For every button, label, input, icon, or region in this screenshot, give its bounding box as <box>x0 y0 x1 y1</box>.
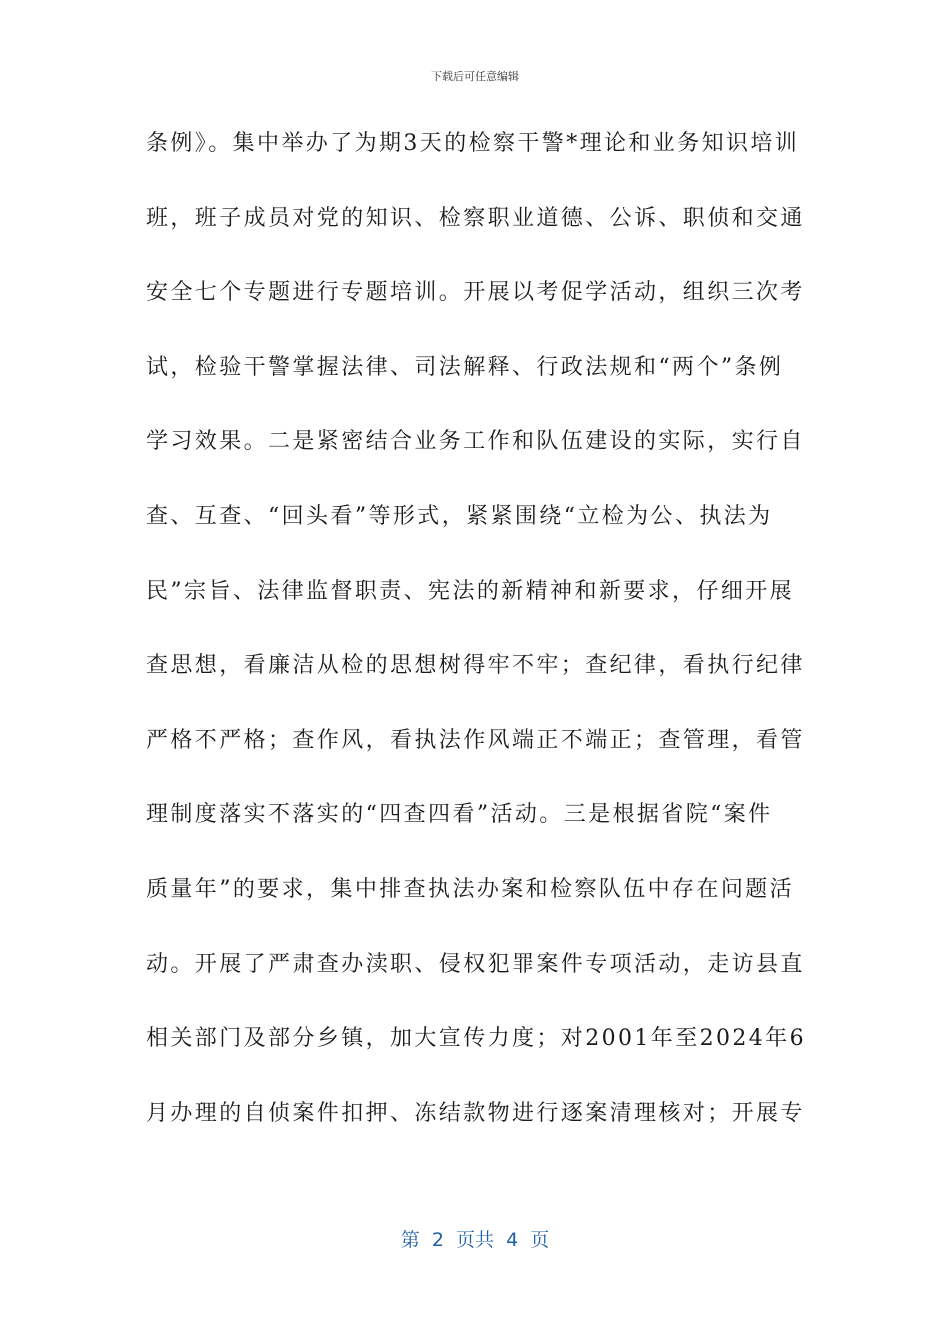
text-line: 安全七个专题进行专题培训。开展以考促学活动，组织三次考 <box>146 280 805 306</box>
text-line: 相关部门及部分乡镇，加大宣传力度；对2001年至2024年6 <box>146 1026 806 1052</box>
text-line: 质量年”的要求，集中排查执法办案和检察队伍中存在问题活 <box>146 876 795 902</box>
text-line: 试，检验干警掌握法律、司法解释、行政法规和“两个”条例 <box>146 354 784 380</box>
text-line: 动。开展了严肃查办渎职、侵权犯罪案件专项活动，走访县直 <box>146 951 805 977</box>
text-line: 月办理的自侦案件扣押、冻结款物进行逐案清理核对；开展专 <box>146 1100 805 1126</box>
header-note: 下载后可任意编辑 <box>431 70 519 83</box>
text-line: 民”宗旨、法律监督职责、宪法的新精神和新要求，仔细开展 <box>146 578 795 604</box>
text-line: 条例》。集中举办了为期3天的检察干警*理论和业务知识培训 <box>146 131 800 156</box>
text-line: 班，班子成员对党的知识、检察职业道德、公诉、职侦和交通 <box>146 205 805 231</box>
text-line: 严格不严格；查作风，看执法作风端正不端正；查管理，看管 <box>146 727 805 753</box>
text-line: 学习效果。二是紧密结合业务工作和队伍建设的实际，实行自 <box>146 429 805 455</box>
page-number-footer: 第 2 页共 4 页 <box>400 1229 550 1251</box>
text-line: 理制度落实不落实的“四查四看”活动。三是根据省院“案件 <box>146 802 773 828</box>
text-line: 查、互查、“回头看”等形式，紧紧围绕“立检为公、执法为 <box>146 503 773 529</box>
document-body <box>146 120 806 1164</box>
text-line: 查思想，看廉洁从检的思想树得牢不牢；查纪律，看执行纪律 <box>146 653 805 679</box>
